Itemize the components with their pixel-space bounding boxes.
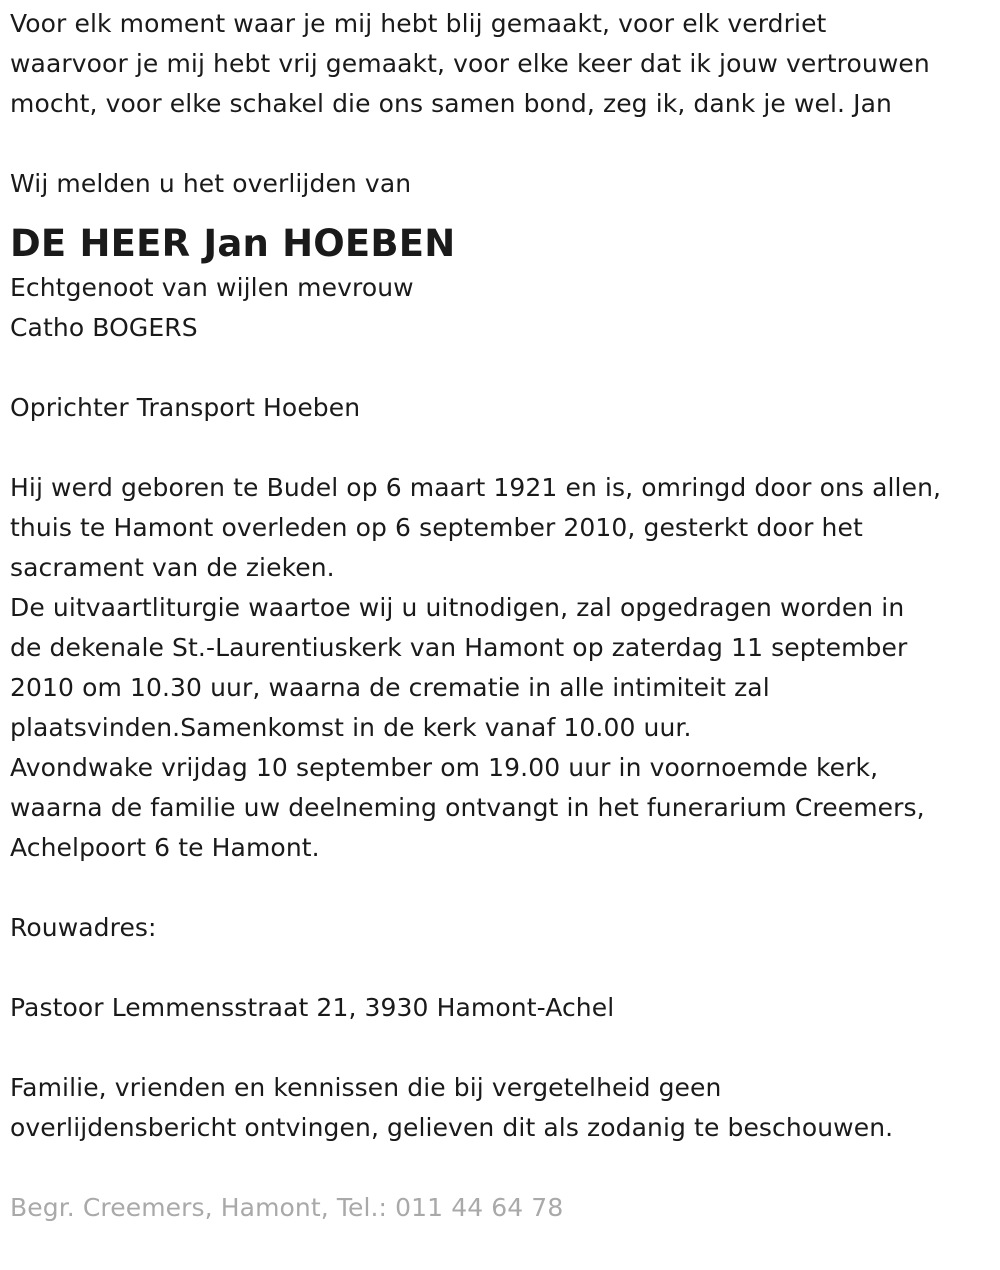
announcement: Wij melden u het overlijden van — [10, 169, 412, 198]
details-line: Avondwake vrijdag 10 september om 19.00 uur in voornoemde kerk, — [10, 753, 879, 782]
mourning-address: Pastoor Lemmensstraat 21, 3930 Hamont-Achel — [10, 993, 615, 1022]
spacer — [10, 1028, 995, 1068]
spacer — [10, 1148, 995, 1188]
poem — [10, 4, 995, 124]
spacer — [10, 948, 995, 988]
obituary-notice — [10, 4, 995, 1228]
spacer — [10, 868, 995, 908]
details-line: de dekenale St.-Laurentiuskerk van Hamont op zaterdag 11 september — [10, 633, 908, 662]
details-line: plaatsvinden.Samenkomst in de kerk vanaf 10.00 uur. — [10, 713, 692, 742]
spouse-name: Catho BOGERS — [10, 313, 198, 342]
poem-line: waarvoor je mij hebt vrij gemaakt, voor elke keer dat ik jouw vertrouwen — [10, 49, 930, 78]
details-line: thuis te Hamont overleden op 6 september 2010, gesterkt door het — [10, 513, 863, 542]
spacer — [10, 428, 995, 468]
poem-line: mocht, voor elke schakel die ons samen bond, zeg ik, dank je wel. Jan — [10, 89, 892, 118]
details-line: 2010 om 10.30 uur, waarna de crematie in alle intimiteit zal — [10, 673, 770, 702]
details-line: sacrament van de zieken. — [10, 553, 335, 582]
deceased-name: DE HEER Jan HOEBEN — [10, 222, 456, 265]
spacer — [10, 124, 995, 164]
funeral-home-footer: Begr. Creemers, Hamont, Tel.: 011 44 64 78 — [10, 1193, 564, 1222]
mourning-address-label: Rouwadres: — [10, 913, 157, 942]
deceased-role: Oprichter Transport Hoeben — [10, 393, 361, 422]
details-line: Hij werd geboren te Budel op 6 maart 1921 en is, omringd door ons allen, — [10, 473, 942, 502]
spacer — [10, 348, 995, 388]
funeral-details — [10, 468, 995, 868]
details-line: Achelpoort 6 te Hamont. — [10, 833, 320, 862]
closing-line: Familie, vrienden en kennissen die bij vergetelheid geen — [10, 1073, 722, 1102]
details-line: waarna de familie uw deelneming ontvangt in het funerarium Creemers, — [10, 793, 925, 822]
closing-note — [10, 1068, 995, 1148]
spouse-line: Echtgenoot van wijlen mevrouw — [10, 273, 414, 302]
poem-line: Voor elk moment waar je mij hebt blij gemaakt, voor elk verdriet — [10, 9, 827, 38]
details-line: De uitvaartliturgie waartoe wij u uitnodigen, zal opgedragen worden in — [10, 593, 905, 622]
closing-line: overlijdensbericht ontvingen, gelieven dit als zodanig te beschouwen. — [10, 1113, 894, 1142]
